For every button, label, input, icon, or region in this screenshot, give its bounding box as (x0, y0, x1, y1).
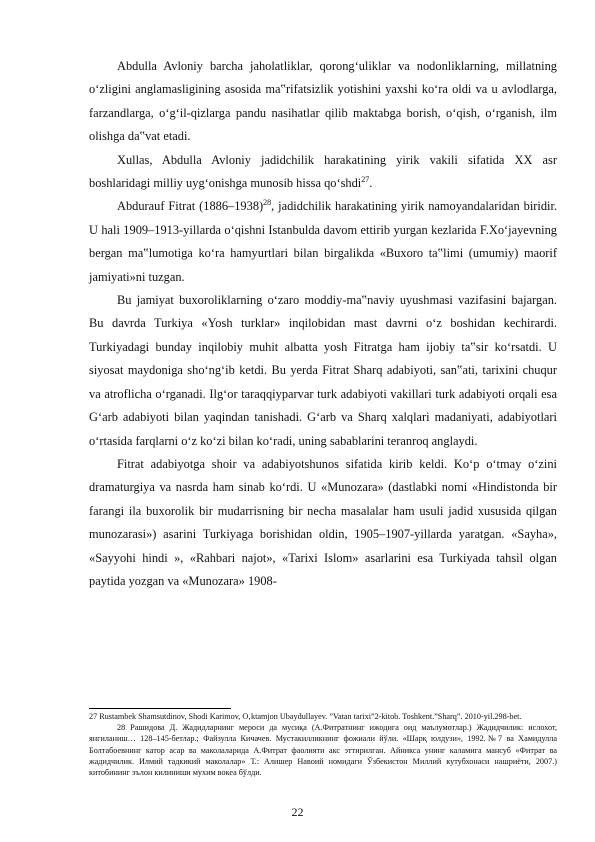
paragraph-text: Abdulla Avloniy barcha jaholatliklar, qorong‘uliklar va nodonliklarning, millatning o‘zligini anglamasligining asosida ma‟rifatsizlik yotishini yaxshi ko‘ra oldi va u avlodlarga, farzandlarga, o‘g‘il-qizlarga pandu nasihatlar qilib maktabga borish, o‘qish, o‘rganish, ilm olishga da‟vat etadi. (89, 59, 557, 144)
paragraph-text: Abdurauf Fitrat (1886–1938) (117, 199, 264, 214)
footnote-ref-27[interactable]: 27 (361, 174, 370, 184)
body-text (89, 55, 557, 593)
page-number: 22 (291, 805, 304, 819)
footnote-27: 27 Rustambek Shamsutdinov, Shodi Karimov, O‚ktamjon Ubaydullayev. ”Vatan tarixi”2-kitob. Toshkent.”Sharq”. 2010-yil.298-bet. (89, 712, 522, 721)
footnote-divider (89, 708, 231, 709)
paragraph-text: Fitrat adabiyotga shoir va adabiyotshunos sifatida kirib keldi. Ko‘p o‘tmay o‘zini dramaturgiya va nasrda ham sinab ko‘rdi. U «Munozara» (dastlabki nomi «Hindistonda bir farangi ila buxorolik bir mudarrisning bir necha masalalar ham usuli jadid xususida qilgan munozarasi») asarini Turkiyaga borishidan oldin, 1905–1907-yillarda yaratgan. «Sayha», «Sayyohi hindi », «Rahbari najot», «Tarixi Islom» asarlarini esa Turkiyada tahsil olgan paytida yozgan va «Munozara» 1908- (89, 456, 557, 588)
footnotes (89, 711, 557, 778)
paragraph-society (89, 289, 557, 453)
paragraph-text: Bu jamiyat buxoroliklarning o‘zaro moddiy-ma‟naviy uyushmasi vazifasini bajargan. Bu davrda Turkiya «Yosh turklar» inqilobidan mast davrni o‘z boshidan kechirardi. Turkiyadagi bunday inqilobiy muhit albatta yosh Fitratga ham ijobiy ta‟sir ko‘rsatdi. U siyosat maydoniga sho‘ng‘ib ketdi. Bu yerda Fitrat Sharq adabiyoti, san‟ati, tarixini chuqur va atroflicha o‘rganadi. Ilg‘or taraqqiyparvar turk adabiyoti vakillari turk adabiyoti orqali esa G‘arb adabiyoti bilan yaqindan tanishadi. G‘arb va Sharq xalqlari madaniyati, adabiyotlari o‘rtasida farqlarni o‘z ko‘zi bilan ko‘radi, uning sabablarini teranroq anglaydi. (89, 293, 557, 448)
footnote-ref-28[interactable]: 28 (263, 198, 272, 208)
footnote-28: 28 Рашидова Д. Жадидларнинг мероси да мусиқа (А.Фитратнинг ижодига оид маълумотлар.) Жадидчилик: ислохот, янгиланиш… 128–145-бетлар.; Файзулла Кичачев. Мустакилликнинг фожиали йўли. «Шарқ юлдузи», 1992.№7 ва Хамидулла Болтабоевнинг катор асар ва маколаларида А.Фитрат фаолияти акс эттирилган. Айникса унинг каламига мансуб «Фитрат ва жадидчилик. Илмий тадкикий маколалар» Т.: Алишер Навоий номидаги Ўзбекистон Миллий кутубхонаси нашриёти, 2007.) китобининг эълон килиниши мухим вокеа бўлди. (89, 723, 557, 778)
paragraph-tail: . (369, 176, 373, 191)
paragraph-text: Xullas, Abdulla Avloniy jadidchilik harakatining yirik vakili sifatida XX asr boshlaridagi milliy uyg‘onishga munosib hissa qo‘shdi (89, 152, 557, 191)
paragraph-avloniy (89, 55, 557, 149)
paragraph-fitrat-intro (89, 195, 557, 289)
paragraph-tail: , jadidchilik harakatining yirik namoyandalaridan biridir. U hali 1909–1913-yillarda o‘qishni Istanbulda davom ettirib yurgan kezlarida F.Xo‘jayevning bergan ma‟lumotiga ko‘ra hamyurtlari bilan birgalikda «Buxoro ta‟limi (umumiy) maorif jamiyati»ni tuzgan. (89, 199, 558, 284)
paragraph-summary (89, 149, 557, 196)
paragraph-fitrat-works (89, 453, 557, 593)
